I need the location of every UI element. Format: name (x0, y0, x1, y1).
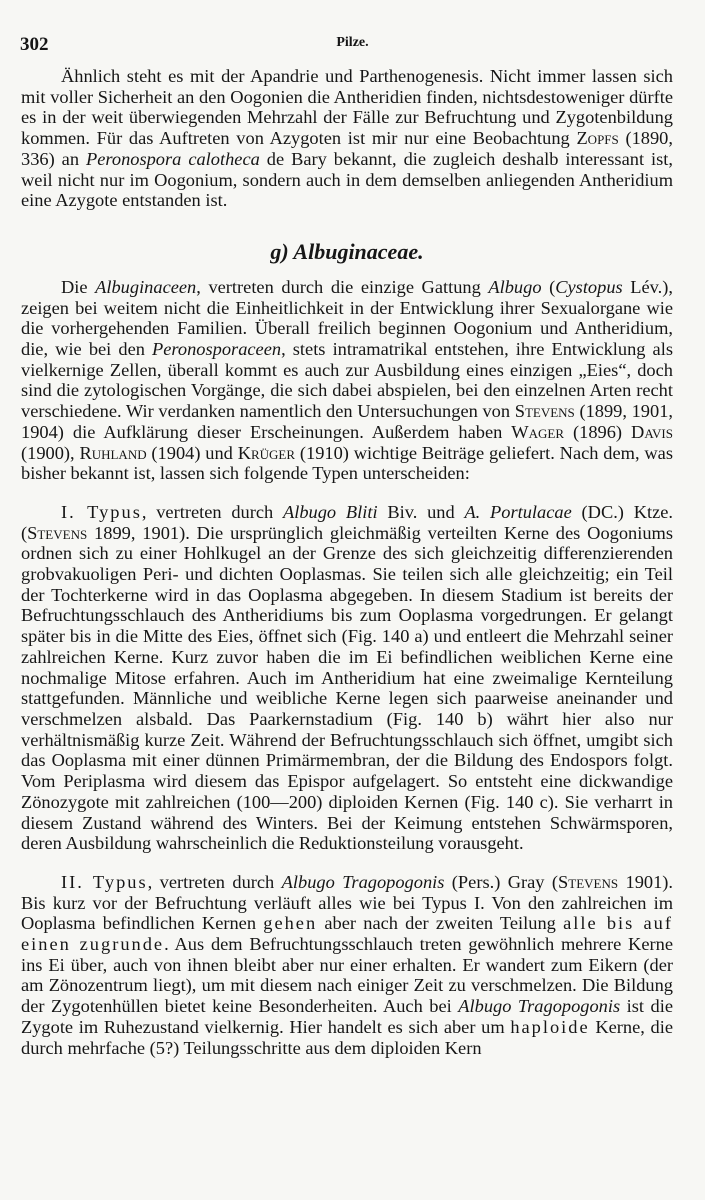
page-number: 302 (20, 34, 49, 55)
paragraph-typus-2: II. Typus, vertreten durch Albugo Tragopogonis (Pers.) Gray (Stevens 1901). Bis kurz vor der Befruchtung verläuft alles wie bei Typus I. Von den zahlreichen im Ooplasma befindlichen Kernen gehen aber nach der zweiten Teilung alle bis auf einen zugrunde. Aus dem Befruchtungsschlauch treten gewöhnlich mehrere Kerne ins Ei über, auch von ihnen bleibt aber nur einer erhalten. Er wandert zum Eikern (der am Zönozentrum liegt), um mit diesem nach einiger Zeit zu verschmelzen. Die Bildung der Zygotenhüllen bietet keine Besonderheiten. Auch bei Albugo Tragopogonis ist die Zygote im Ruhezustand vielkernig. Hier handelt es sich aber um haploide Kerne, die durch mehrfache (5?) Teilungsschritte aus dem diploiden Kern (21, 871, 674, 1058)
page-header (20, 34, 685, 58)
paragraph-apandrie: Ähnlich steht es mit der Apandrie und Parthenogenesis. Nicht immer lassen sich mit voller Sicherheit an den Oogonien die Antheridien finden, nichtsdestoweniger dürfte es in der weit überwiegenden Mehrzahl der Fälle zur Befruchtung und Zygotenbildung kommen. Für das Auftreten von Azygoten ist mir nur eine Beobachtung Zopfs (1890, 336) an Peronospora calotheca de Bary bekannt, die zugleich deshalb interessant ist, weil nicht nur im Oogonium, sondern auch in dem demselben anliegenden Antheridium eine Azygote entstanden ist. (21, 66, 673, 211)
paragraph-typus-1: I. Typus, vertreten durch Albugo Bliti Biv. und A. Portulacae (DC.) Ktze. (Stevens 1899, 1901). Die ursprünglich gleichmäßig verteilten Kerne des Oogoniums ordnen sich zu einer Hohlkugel an der Grenze des sich gleichzeitig differenzierenden grobvakuoligen Peri- und dichten Ooplasmas. Sie teilen sich alle gleichzeitig; ein Teil der Tochterkerne wird in das Ooplasma abgegeben. In diesem Stadium ist bereits der Befruchtungsschlauch des Antheridiums bis zum Ooplasma vorgedrungen. Er gelangt später bis in die Mitte des Eies, öffnet sich (Fig. 140 a) und entleert die Mehrzahl seiner zahlreichen Kerne. Kurz zuvor haben die im Ei befindlichen weiblichen Kerne eine nochmalige Mitose erfahren. Auch im Antheridium hat eine zweimalige Kernteilung stattgefunden. Männliche und weibliche Kerne legen sich paarweise aneinander und verschmelzen alsbald. Das Paarkernstadium (Fig. 140 b) währt hier also nur verhältnismäßig kurze Zeit. Während der Befruchtungsschlauch sich öffnet, umgibt sich das Ooplasma mit einer dünnen Primärmembran, der die Bildung des Endospors folgt. Vom Periplasma wird diesem das Epispor aufgelagert. So entsteht eine dickwandige Zönozygote mit zahlreichen (100—200) diploiden Kernen (Fig. 140 c). Sie verharrt in diesem Zustand während des Winters. Bei der Keimung entstehen Schwärmsporen, deren Ausbildung wahrscheinlich die Reduktionsteilung vorausgeht. (21, 501, 674, 854)
species-name: Peronospora calotheca (86, 148, 260, 169)
running-head: Pilze. (336, 35, 369, 50)
section-heading: g) Albuginaceae. (270, 238, 424, 264)
author-zopf: Zopfs (576, 128, 619, 149)
page-body (21, 66, 673, 1058)
paragraph-albuginaceae-intro: Die Albuginaceen, vertreten durch die einzige Gattung Albugo (Cystopus Lév.), zeigen bei weitem nicht die Einheitlichkeit in der Entwicklung ihrer Sexualorgane wie die vorhergehenden Familien. Überall freilich beginnen Oogonium und Antheridium, die, wie bei den Peronosporaceen, stets intramatrikal entstehen, ihre Entwicklung als vielkernige Zellen, überall kommt es auch zur Ausbildung eines einzigen „Eies“, doch sind die zytologischen Vorgänge, die sich dabei abspielen, bei den einzelnen Arten recht verschiedene. Wir verdanken namentlich den Untersuchungen von Stevens (1899, 1901, 1904) die Aufklärung dieser Erscheinungen. Außerdem haben Wager (1896) Davis (1900), Ruhland (1904) und Krüger (1910) wichtige Beiträge geliefert. Nach dem, was bisher bekannt ist, lassen sich folgende Typen unterscheiden: (21, 276, 673, 484)
